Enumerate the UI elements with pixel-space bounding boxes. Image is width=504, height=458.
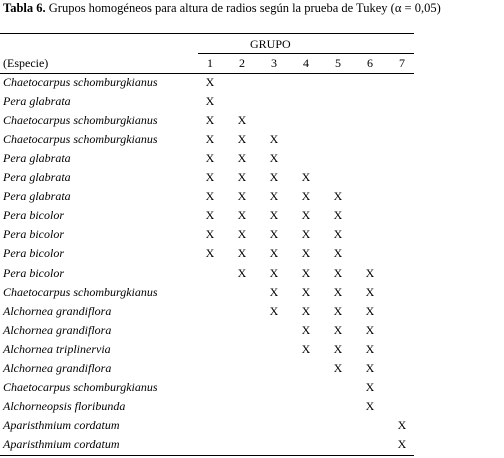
group-mark: X	[301, 323, 311, 337]
group-mark: X	[301, 246, 311, 260]
group-number: 6	[367, 56, 373, 70]
species-cell: Aparisthmium cordatum	[3, 437, 120, 451]
group-mark: X	[301, 170, 311, 184]
group-mark: X	[269, 304, 279, 318]
group-mark: X	[269, 151, 279, 165]
species-cell: Pera bicolor	[3, 246, 64, 260]
group-number: 1	[207, 56, 213, 70]
group-mark: X	[301, 304, 311, 318]
group-mark: X	[333, 189, 343, 203]
group-mark: X	[301, 342, 311, 356]
group-mark: X	[365, 323, 375, 337]
group-mark: X	[269, 285, 279, 299]
group-mark: X	[397, 418, 407, 432]
group-mark: X	[205, 170, 215, 184]
group-mark: X	[269, 208, 279, 222]
group-mark: X	[365, 380, 375, 394]
group-mark: X	[301, 285, 311, 299]
group-mark: X	[237, 227, 247, 241]
top-rule	[0, 33, 414, 34]
group-mark: X	[237, 151, 247, 165]
group-mark: X	[205, 94, 215, 108]
group-mark: X	[205, 208, 215, 222]
group-header: GRUPO	[250, 37, 291, 51]
group-mark: X	[333, 285, 343, 299]
group-mark: X	[365, 361, 375, 375]
group-mark: X	[365, 399, 375, 413]
species-cell: Aparisthmium cordatum	[3, 418, 120, 432]
group-mark: X	[333, 246, 343, 260]
group-mark: X	[333, 304, 343, 318]
group-mark: X	[365, 285, 375, 299]
species-cell: Pera glabrata	[3, 189, 71, 203]
group-number: 2	[239, 56, 245, 70]
group-mark: X	[333, 342, 343, 356]
group-mark: X	[237, 266, 247, 280]
group-mark: X	[237, 246, 247, 260]
group-header-rule	[198, 53, 414, 54]
group-mark: X	[333, 361, 343, 375]
species-cell: Pera glabrata	[3, 151, 71, 165]
caption-label: Tabla 6.	[3, 1, 46, 15]
group-mark: X	[237, 208, 247, 222]
header-bottom-rule	[0, 73, 414, 74]
species-cell: Alchorneopsis floribunda	[3, 399, 126, 413]
group-number: 4	[303, 56, 309, 70]
group-mark: X	[365, 304, 375, 318]
group-mark: X	[269, 189, 279, 203]
group-mark: X	[205, 151, 215, 165]
group-number: 3	[271, 56, 277, 70]
group-mark: X	[269, 170, 279, 184]
species-cell: Pera glabrata	[3, 94, 71, 108]
group-mark: X	[269, 266, 279, 280]
species-cell: Chaetocarpus schomburgkianus	[3, 132, 158, 146]
group-mark: X	[205, 75, 215, 89]
species-header: (Especie)	[3, 56, 49, 70]
group-mark: X	[205, 132, 215, 146]
species-cell: Chaetocarpus schomburgkianus	[3, 380, 158, 394]
species-cell: Pera glabrata	[3, 170, 71, 184]
group-mark: X	[365, 266, 375, 280]
species-cell: Chaetocarpus schomburgkianus	[3, 113, 158, 127]
species-cell: Alchornea grandiflora	[3, 304, 112, 318]
group-number: 5	[335, 56, 341, 70]
species-cell: Chaetocarpus schomburgkianus	[3, 75, 158, 89]
group-mark: X	[333, 323, 343, 337]
group-mark: X	[301, 189, 311, 203]
group-mark: X	[269, 132, 279, 146]
bottom-rule	[0, 455, 414, 456]
species-cell: Alchornea grandiflora	[3, 361, 112, 375]
group-mark: X	[205, 189, 215, 203]
group-mark: X	[333, 208, 343, 222]
species-cell: Pera bicolor	[3, 227, 64, 241]
species-cell: Alchornea grandiflora	[3, 323, 112, 337]
group-mark: X	[237, 113, 247, 127]
group-mark: X	[333, 227, 343, 241]
species-cell: Pera bicolor	[3, 266, 64, 280]
group-mark: X	[237, 170, 247, 184]
group-mark: X	[365, 342, 375, 356]
table-caption	[3, 1, 441, 16]
group-mark: X	[205, 227, 215, 241]
species-cell: Pera bicolor	[3, 208, 64, 222]
group-mark: X	[269, 227, 279, 241]
species-cell: Alchornea triplinervia	[3, 342, 111, 356]
group-mark: X	[301, 227, 311, 241]
caption-text: Grupos homogéneos para altura de radios según la prueba de Tukey (α = 0,05)	[48, 1, 441, 15]
group-mark: X	[397, 437, 407, 451]
group-mark: X	[205, 113, 215, 127]
group-number: 7	[399, 56, 405, 70]
group-mark: X	[301, 208, 311, 222]
group-mark: X	[269, 246, 279, 260]
group-mark: X	[237, 132, 247, 146]
group-mark: X	[333, 266, 343, 280]
group-mark: X	[205, 246, 215, 260]
species-cell: Chaetocarpus schomburgkianus	[3, 285, 158, 299]
group-mark: X	[237, 189, 247, 203]
group-mark: X	[301, 266, 311, 280]
